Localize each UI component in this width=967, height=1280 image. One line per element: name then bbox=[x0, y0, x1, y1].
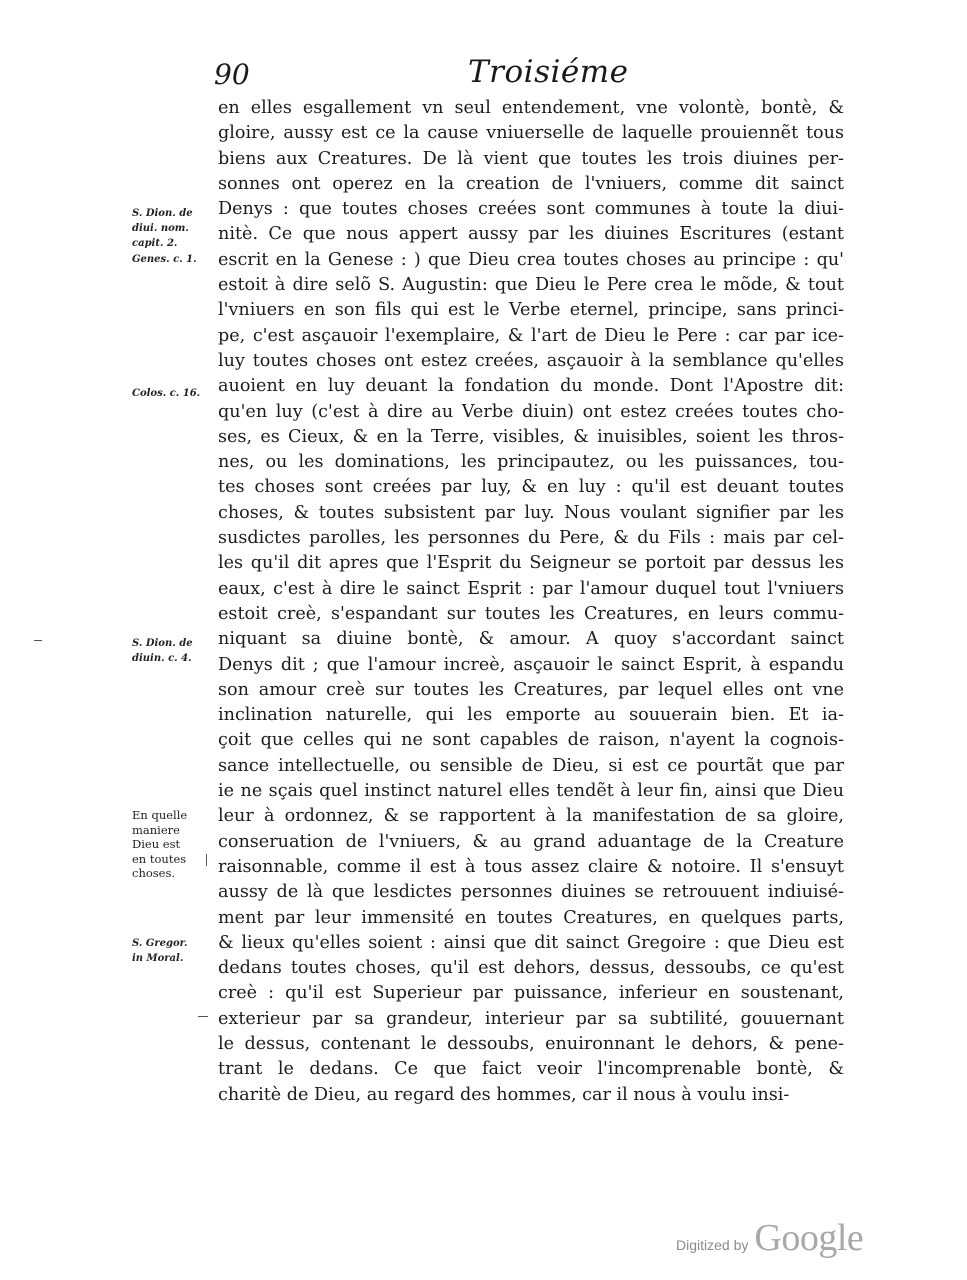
text-line: estoit creè, s'espandant sur toutes les Creatures, en leurs commu- bbox=[218, 603, 844, 624]
text-line: eaux, c'est à dire le sainct Esprit : par l'amour duquel tout l'vniuers bbox=[218, 578, 844, 599]
text-line: creè : qu'il est Superieur par puissance, inferieur en soustenant, bbox=[218, 983, 844, 1004]
text-line: raisonnable, comme il est à tous assez claire & notoire. Il s'ensuyt bbox=[218, 856, 844, 877]
text-line: choses, & toutes subsistent par luy. Nous voulant signifier par les bbox=[218, 502, 844, 523]
text-line: ie ne sçais quel instinct naturel elles tendẽt à leur fin, ainsi que Dieu bbox=[218, 781, 844, 802]
text-line: susdictes parolles, les personnes du Pere, & du Fils : mais par cel- bbox=[218, 528, 844, 549]
text-line: ment par leur immensité en toutes Creatures, en quelques parts, bbox=[218, 907, 844, 928]
text-line: çoit que celles qui ne sont capables de raison, n'ayent la cognois- bbox=[218, 730, 844, 751]
running-head: Troisiéme bbox=[468, 54, 629, 90]
text-line: exterieur par sa grandeur, interieur par sa subtilité, gouuernant bbox=[218, 1008, 844, 1029]
margin-note-manner: En quelle maniere Dieu est en toutes choses. bbox=[132, 808, 188, 880]
text-line: charitè de Dieu, au regard des hommes, car il nous à voulu insi- bbox=[218, 1084, 790, 1105]
text-line: auoient en luy deuant la fondation du monde. Dont l'Apostre dit: bbox=[218, 376, 844, 397]
text-line: conseruation de l'vniuers, & au grand aduantage de la Creature bbox=[218, 831, 844, 852]
text-line: inclination naturelle, qui les emporte au souuerain bien. Et ia- bbox=[218, 705, 844, 726]
text-line: les qu'il dit apres que l'Esprit du Seigneur se portoit par dessus les bbox=[218, 553, 844, 574]
margin-note-colossians: Colos. c. 16. bbox=[132, 388, 201, 399]
margin-note-gregory: S. Gregor. in Moral. bbox=[132, 938, 188, 964]
text-line: & lieux qu'elles soient : ainsi que dit sainct Gregoire : que Dieu est bbox=[218, 932, 844, 953]
text-line: l'vniuers en son fils qui est le Verbe eternel, principe, sans princi- bbox=[218, 300, 844, 321]
text-line: gloire, aussy est ce la cause vniuerselle de laquelle prouiennẽt tous bbox=[218, 123, 844, 144]
margin-tick-mark bbox=[206, 854, 207, 866]
text-line: qu'en luy (c'est à dire au Verbe diuin) ont estez creées toutes cho- bbox=[218, 401, 844, 422]
text-line: trant le dedans. Ce que faict veoir l'incomprenable bontè, & bbox=[218, 1059, 844, 1080]
watermark-prefix: Digitized by bbox=[676, 1237, 749, 1253]
text-line: aussy de là que lesdictes personnes diuines se retrouuent indiuisé- bbox=[218, 882, 844, 903]
text-line: Denys dit ; que l'amour increè, asçauoir le sainct Esprit, à espandu bbox=[218, 654, 844, 675]
text-line: Denys : que toutes choses creées sont communes à toute la diui- bbox=[218, 199, 844, 220]
text-line: en elles esgallement vn seul entendement, vne volontè, bontè, & bbox=[218, 98, 844, 118]
text-line: escrit en la Genese : ) que Dieu crea toutes choses au principe : qu' bbox=[218, 249, 844, 270]
google-logo: Google bbox=[754, 1217, 864, 1259]
text-line: sonnes ont operez en la creation de l'vniuers, comme dit sainct bbox=[218, 173, 844, 194]
text-line: dedans toutes choses, qu'il est dehors, dessus, dessoubs, ce qu'est bbox=[218, 958, 844, 979]
margin-tick-mark bbox=[34, 640, 42, 641]
text-line: nitè. Ce que nous appert aussy par les diuines Escritures (estant bbox=[218, 224, 844, 245]
text-line: estoit à dire selõ S. Augustin: que Dieu le Pere crea le mõde, & tout bbox=[218, 275, 844, 296]
text-line: tes choses sont creées par luy, & en luy : qu'il est deuant toutes bbox=[218, 477, 844, 498]
text-line: ses, es Cieux, & en la Terre, visibles, & inuisibles, soient les thros- bbox=[218, 426, 844, 447]
text-line: luy toutes choses ont estez creées, asçauoir à la semblance qu'elles bbox=[218, 350, 844, 371]
text-line: leur à ordonnez, & se rapportent à la manifestation de sa gloire, bbox=[218, 806, 844, 827]
page-number: 90 bbox=[214, 58, 250, 91]
google-digitized-watermark bbox=[676, 1216, 863, 1260]
text-line: biens aux Creatures. De là vient que toutes les trois diuines per- bbox=[218, 148, 844, 169]
margin-note-dion-nom: S. Dion. de diui. nom. capit. 2. bbox=[132, 208, 193, 249]
text-line: nes, ou les dominations, les principautez, ou les puissances, tou- bbox=[218, 452, 844, 473]
body-text-block bbox=[218, 96, 844, 1108]
margin-note-genesis: Genes. c. 1. bbox=[132, 254, 197, 265]
text-line: son amour creè sur toutes les Creatures, par lequel elles ont vne bbox=[218, 679, 844, 700]
text-line: le dessus, contenant le dessoubs, enuironnant le dehors, & pene- bbox=[218, 1033, 844, 1054]
text-line: niquant sa diuine bontè, & amour. A quoy s'accordant sainct bbox=[218, 629, 844, 650]
text-line: pe, c'est asçauoir l'exemplaire, & l'art de Dieu le Pere : car par ice- bbox=[218, 325, 844, 346]
margin-note-dion-diuin: S. Dion. de diuin. c. 4. bbox=[132, 638, 193, 664]
margin-tick-mark bbox=[198, 1016, 208, 1017]
text-line: sance intellectuelle, ou sensible de Dieu, si est ce pourtãt que par bbox=[218, 755, 844, 776]
